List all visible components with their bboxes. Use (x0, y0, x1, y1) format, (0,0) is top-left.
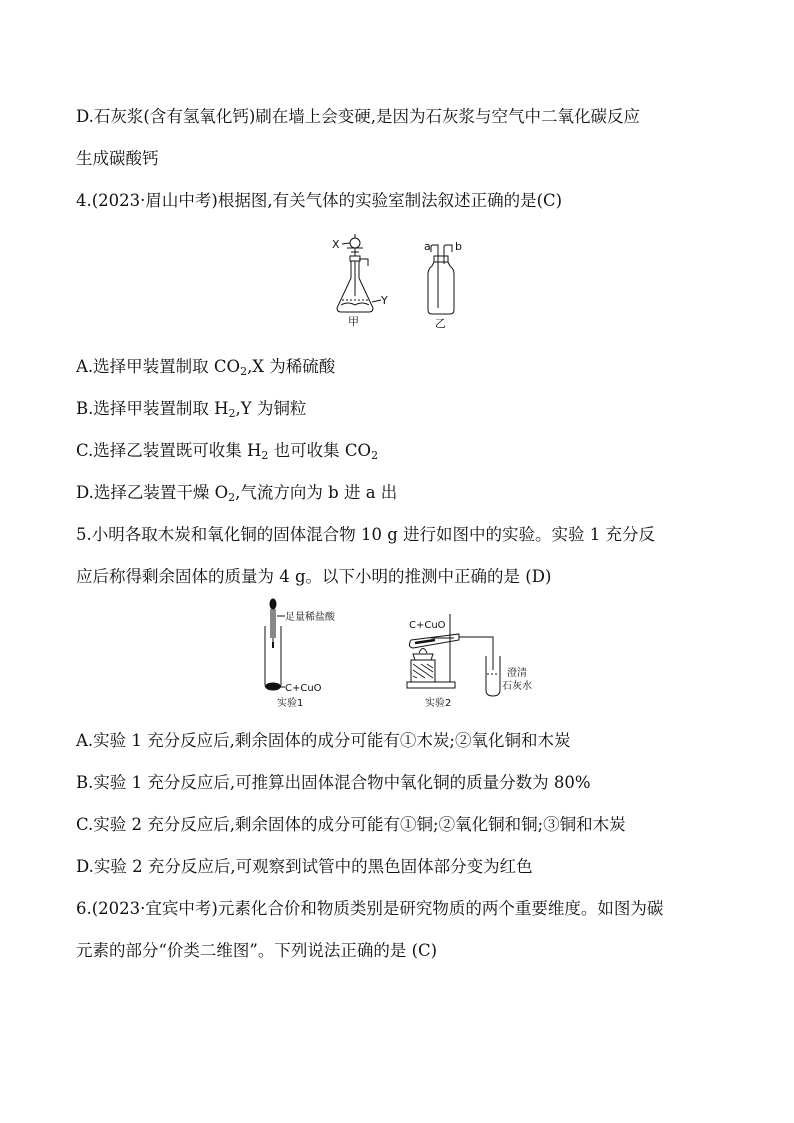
label-mixture-2: C+CuO (409, 620, 446, 631)
q5-stem-line1: 5.小明各取木炭和氧化铜的固体混合物 10 g 进行如图中的实验。实验 1 充分反 (76, 525, 656, 544)
q4-option-d: D.选择乙装置干燥 $O_2$,气流方向为 b 进 a 出 (76, 483, 398, 504)
q5-figure (255, 598, 535, 710)
label-experiment-2: 实验2 (425, 698, 452, 709)
label-limewater-2: 石灰水 (502, 681, 532, 692)
experiment-1-apparatus (265, 599, 285, 690)
q3-option-d-line1: D.石灰浆(含有氢氧化钙)刷在墙上会变硬,是因为石灰浆与空气中二氧化碳反应 (76, 107, 641, 126)
label-limewater-1: 澄清 (507, 668, 527, 679)
q5-option-a: A.实验 1 充分反应后,剩余固体的成分可能有①木炭;②氧化铜和木炭 (76, 731, 571, 750)
label-a: a (424, 240, 431, 253)
label-mixture-1: C+CuO (285, 683, 322, 694)
label-experiment-1: 实验1 (277, 698, 304, 709)
q4-option-c: C.选择乙装置既可收集 $H_2$ 也可收集 $CO_2$ (76, 441, 379, 462)
label-b: b (455, 240, 462, 253)
q4-option-b: B.选择甲装置制取 $H_2,Y$ 为铜粒 (76, 399, 307, 420)
q6-stem-line1: 6.(2023·宜宾中考)元素化合价和物质类别是研究物质的两个重要维度。如图为碳 (76, 899, 664, 918)
apparatus-jia (337, 234, 381, 312)
q4-option-a: A.选择甲装置制取 $CO_2,X$ 为稀硫酸 (76, 357, 336, 378)
q5-stem-line2: 应后称得剩余固体的质量为 4 g。以下小明的推测中正确的是 (D) (76, 567, 552, 586)
q5-option-d: D.实验 2 充分反应后,可观察到试管中的黑色固体部分变为红色 (76, 857, 533, 876)
label-x: X (332, 238, 340, 251)
q5-option-c: C.实验 2 充分反应后,剩余固体的成分可能有①铜;②氧化铜和铜;③铜和木炭 (76, 815, 626, 834)
q4-stem: 4.(2023·眉山中考)根据图,有关气体的实验室制法叙述正确的是(C) (76, 191, 563, 210)
q6-stem-line2: 元素的部分“价类二维图”。下列说法正确的是 (C) (76, 941, 438, 960)
label-acid: 足量稀盐酸 (285, 612, 335, 623)
label-y: Y (381, 294, 388, 307)
label-yi: 乙 (435, 317, 446, 330)
apparatus-yi (428, 245, 454, 314)
q5-option-b: B.实验 1 充分反应后,可推算出固体混合物中氧化铜的质量分数为 80% (76, 773, 591, 792)
q3-option-d-line2: 生成碳酸钙 (76, 149, 159, 168)
label-jia: 甲 (348, 315, 359, 328)
q4-figure (328, 228, 478, 338)
